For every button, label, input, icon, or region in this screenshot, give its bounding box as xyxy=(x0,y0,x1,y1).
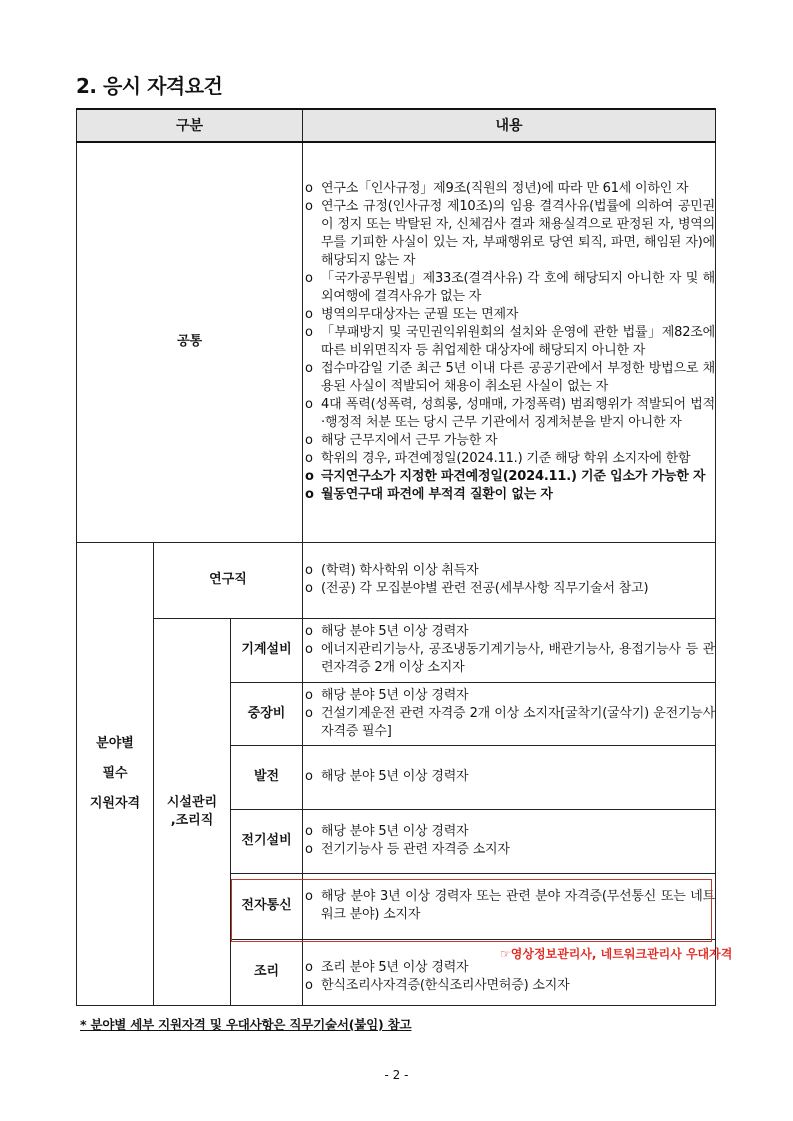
list-item: o 해당 분야 5년 이상 경력자 xyxy=(303,823,715,841)
power-label: 발전 xyxy=(231,745,303,809)
list-item: o 해당 분야 3년 이상 경력자 또는 관련 분야 자격증(무선통신 또는 네트워크 분야) 소지자 xyxy=(303,888,715,924)
facility-label-line2: ,조리직 xyxy=(170,812,214,828)
mechanical-list xyxy=(303,623,715,677)
common-item: o 접수마감일 기준 최근 5년 이내 다른 공공기관에서 부정한 방법으로 채용된 사실이 적발되어 채용이 취소된 사실이 없는 자 xyxy=(303,360,715,396)
common-item: o 학위의 경우, 파견예정일(2024.11.) 기준 해당 학위 소지자에 한함 xyxy=(303,450,715,468)
research-content xyxy=(303,542,716,618)
eligibility-table xyxy=(76,108,716,1006)
header-category: 구분 xyxy=(77,109,303,142)
research-list xyxy=(303,562,715,598)
common-item: o 극지연구소가 지정한 파견예정일(2024.11.) 기준 입소가 가능한 자 xyxy=(303,468,715,486)
cook-label: 조리 xyxy=(231,939,303,1005)
common-item: o 병역의무대상자는 군필 또는 면제자 xyxy=(303,306,715,324)
telecom-label: 전자통신 xyxy=(231,873,303,939)
list-item: o 해당 분야 5년 이상 경력자 xyxy=(303,768,715,786)
field-label-line2: 필수 xyxy=(102,765,128,781)
list-item: o 전기기능사 등 관련 자격증 소지자 xyxy=(303,841,715,859)
common-item: o 연구소「인사규정」제9조(직원의 정년)에 따라 만 61세 이하인 자 xyxy=(303,180,715,198)
field-label-line3: 지원자격 xyxy=(89,795,141,811)
common-content xyxy=(303,142,716,542)
field-label-line1: 분야별 xyxy=(96,735,134,751)
preferred-qualification-annotation: ☞영상정보관리사, 네트워크관리사 우대자격 xyxy=(500,947,733,961)
heavy-label: 중장비 xyxy=(231,682,303,745)
page-number: - 2 - xyxy=(384,1068,409,1082)
list-item: o 에너지관리기능사, 공조냉동기계기능사, 배관기능사, 용접기능사 등 관련자격증 2개 이상 소지자 xyxy=(303,641,715,677)
facility-label-line1: 시설관리 xyxy=(166,794,218,810)
heavy-content xyxy=(303,682,716,745)
table-header-row xyxy=(77,109,716,142)
facility-label xyxy=(154,618,231,1005)
common-item: o 연구소 규정(인사규정 제10조)의 임용 결격사유(법률에 의하여 공민권이 정지 또는 박탈된 자, 신체검사 결과 채용실격으로 판정된 자, 병역의무를 기피한 사실이 있는 자, 부패행위로 당연 퇴직, 파면, 해임된 자)에 해당되지 않는 자 xyxy=(303,198,715,270)
list-item: o (전공) 각 모집분야별 관련 전공(세부사항 직무기술서 참고) xyxy=(303,580,715,598)
common-row xyxy=(77,142,716,542)
list-item: o 해당 분야 5년 이상 경력자 xyxy=(303,623,715,641)
common-item: o 4대 폭력(성폭력, 성희롱, 성매매, 가정폭력) 범죄행위가 적발되어 법적·행정적 처분 또는 당시 근무 기관에서 징계처분을 받지 아니한 자 xyxy=(303,396,715,432)
power-list xyxy=(303,768,715,786)
footnote: * 분야별 세부 지원자격 및 우대사항은 직무기술서(붙임) 참고 xyxy=(80,1017,412,1032)
section-title: 2. 응시 자격요건 xyxy=(76,74,223,98)
common-item: o 해당 근무지에서 근무 가능한 자 xyxy=(303,432,715,450)
common-item: o 「부패방지 및 국민권익위원회의 설치와 운영에 관한 법률」제82조에 따른 비위면직자 등 취업제한 대상자에 해당되지 아니한 자 xyxy=(303,324,715,360)
common-item: o 「국가공무원법」제33조(결격사유) 각 호에 해당되지 아니한 자 및 해외여행에 결격사유가 없는 자 xyxy=(303,270,715,306)
header-content: 내용 xyxy=(303,109,716,142)
list-item: o 한식조리사자격증(한식조리사면허증) 소지자 xyxy=(303,977,715,995)
common-list xyxy=(303,180,715,504)
common-label: 공통 xyxy=(77,142,303,542)
common-item: o 월동연구대 파견에 부적격 질환이 없는 자 xyxy=(303,486,715,504)
list-item: o 건설기계운전 관련 자격증 2개 이상 소지자[굴착기(굴삭기) 운전기능사 자격증 필수] xyxy=(303,705,715,741)
field-label xyxy=(77,542,154,1005)
mechanical-row xyxy=(77,618,716,682)
list-item: o 해당 분야 5년 이상 경력자 xyxy=(303,687,715,705)
list-item: o 조리 분야 5년 이상 경력자 xyxy=(303,959,715,977)
telecom-highlight-box xyxy=(231,879,712,942)
research-row xyxy=(77,542,716,618)
electrical-list xyxy=(303,823,715,859)
mechanical-content xyxy=(303,618,716,682)
mechanical-label: 기계설비 xyxy=(231,618,303,682)
electrical-label: 전기설비 xyxy=(231,809,303,873)
heavy-list xyxy=(303,687,715,741)
electrical-content xyxy=(303,809,716,873)
research-label: 연구직 xyxy=(154,542,303,618)
power-content xyxy=(303,745,716,809)
list-item: o (학력) 학사학위 이상 취득자 xyxy=(303,562,715,580)
